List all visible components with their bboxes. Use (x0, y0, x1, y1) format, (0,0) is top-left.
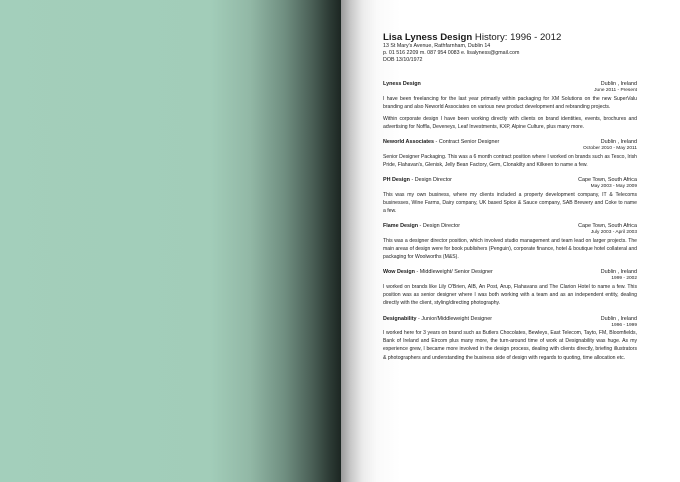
job-dates: July 2003 - April 2003 (590, 230, 637, 236)
job-location: Dublin , Ireland (600, 81, 637, 87)
job-location: Cape Town, South Africa (578, 223, 637, 230)
job-location: Dublin , Ireland (600, 139, 637, 146)
entry-title (383, 81, 421, 88)
company-name: Lyness Design (383, 81, 421, 87)
job-description: Within corporate design I have been working directly with clients on brand identities, events, brochures and advertising for Noffla, Deveneys, Leaf Investments, KXP, Alpine Culture, plus many more. (383, 115, 637, 131)
job-location: Dublin , Ireland (600, 315, 637, 322)
company-name: Designability (383, 315, 417, 322)
job-dates: May 2003 - May 2009 (590, 184, 637, 190)
job-description: I have been freelancing for the last year primarily within packaging for XM Solutions on the new SuperValu branding and also Neworld Associates on various new product development and rebranding projects. (383, 95, 637, 110)
work-history (383, 81, 637, 362)
entry-title (383, 269, 493, 276)
job-role: - Junior/Middleweight Designer (416, 315, 493, 322)
job-dates: 1996 - 1999 (611, 322, 637, 328)
job-role: - Middleweight/ Senior Designer (414, 269, 493, 276)
job-description: This was my own business, where my clients included a property development company, IT & Telecoms businesses, Wine Farms, Dairy company, UK based Spice & Sauce company, SAB Brewery and Coke to name a few. (383, 191, 637, 215)
job-role: - Design Director (418, 223, 461, 230)
job-role: - Contract Senior Designer (434, 139, 500, 146)
job-dates: 1999 - 2002 (611, 276, 637, 282)
job-description: I worked on brands like Lily O'Brien, AIB, An Post, Arup, Flahavans and The Clarion Hotel to name a few. This position was as senior designer where I was both working with a team and as an independent entity, dealing directly with the client, styling/directing photography. (383, 283, 637, 307)
company-name: Neworld Associates (383, 139, 435, 146)
entry-header (383, 269, 637, 276)
job-dates: October 2010 - May 2011 (582, 146, 637, 152)
history-entry (383, 81, 637, 131)
contact-line: p. 01 516 2209 m. 087 954 0083 e. lisalyness@gmail.com (383, 50, 520, 56)
history-entry (383, 177, 637, 215)
company-name: Wow Design (383, 269, 415, 276)
company-name: PH Design (383, 177, 410, 184)
entry-title (383, 316, 492, 323)
history-range: History: 1996 - 2012 (474, 32, 562, 43)
history-entry (383, 223, 637, 261)
history-entry (383, 269, 637, 307)
job-dates: June 2011 - Present (594, 88, 637, 93)
job-role: - Design Director (409, 177, 452, 184)
document-title (383, 32, 637, 43)
entry-header (383, 316, 637, 323)
entry-header (383, 81, 637, 88)
entry-title (383, 177, 452, 184)
address-line: 13 St Mary's Avenue, Rathfarnham, Dublin 14 (383, 43, 491, 49)
job-description: I worked here for 3 years on brand such as Butlers Chocolates, Bewleys, East Telecom, Tayto, FM, Bloomfields, Bank of Ireland and Eircom plus many more, the turn-around time of work at Designability was huge. As my experience grew, I became more involved in the design process, dealing with clients directly, briefing illustrators & photographers and understanding the business side of design with regards to quoting, time allocation etc. (383, 330, 637, 361)
job-location: Dublin , Ireland (600, 269, 637, 276)
company-name: Flame Design (383, 223, 419, 230)
job-description: This was a designer director position, which involved studio management and team lead on larger projects. The main areas of design were for book publishers (Penguin), corporate finance, hotel & boutique hotel collateral and packaging for Woolworths (M&S). (383, 237, 637, 261)
cv-document (383, 32, 637, 362)
dob-line: DOB 13/10/1972 (383, 57, 423, 63)
history-entry (383, 316, 637, 362)
job-description: Senior Designer Packaging. This was a 6 month contract position where I worked on brands such as Tesco, Irish Pride, Flahavan's, Glenisk, Jelly Bean Factory, Gem, Clonakilty and Kilkeen to name a few. (383, 153, 637, 169)
entry-title (383, 139, 499, 146)
entry-title (383, 223, 460, 230)
job-location: Cape Town, South Africa (578, 177, 637, 184)
history-entry (383, 139, 637, 169)
designer-name: Lisa Lyness Design (383, 32, 473, 43)
